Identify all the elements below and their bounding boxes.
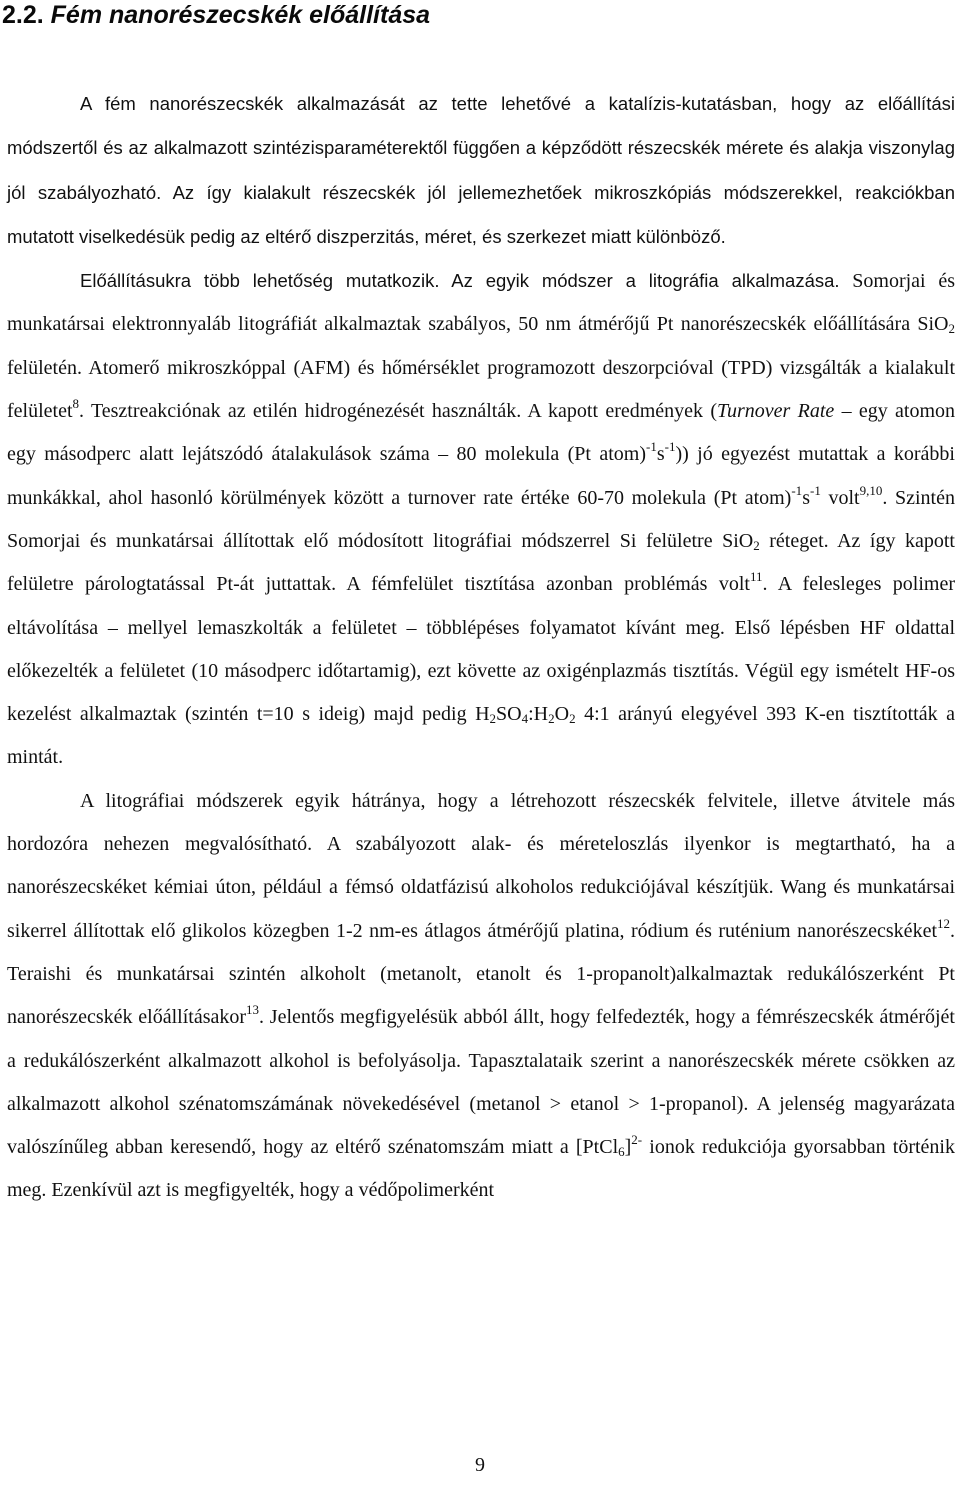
section-title: Fém nanorészecskék előállítása xyxy=(50,1,431,29)
paragraph-1: A fém nanorészecskék alkalmazását az tette lehetővé a katalízis-kutatásban, hogy az előállítási módszertől és az alkalmazott szintézisparaméterektől függően a képződött részecskék mérete és alakja viszonylag jól szabályozható. Az így kialakult részecskék jól jellemezhetőek mikroszkópiás módszerekkel, reakciókban mutatott viselkedésük pedig az eltérő diszperzitás, méret, és szerkezet miatt különböző. xyxy=(7,93,955,247)
paragraph-2: Előállításukra több lehetőség mutatkozik. Az egyik módszer a litográfia alkalmazása. Somorjai és munkatársai elektronnyaláb litográfiát alkalmaztak szabályos, 50 nm átmérőjű Pt nanorészecskék előállítására SiO$_2$ felületén. Atomerő mikroszkóppal (AFM) és hőmérséklet programozott deszorpcióval (TPD) vizsgálták a kialakult felületet$^8$. Tesztreakciónak az etilén hidrogénezését használták. A kapott eredmények (Turnover Rate – egy atomon egy másodperc alatt lejátszódó átalakulások száma – 80 molekula (Pt $atom)^{-1}s^{-1}$)) jó egyezést mutattak a korábbi munkákkal, ahol hasonló körülmények között a turnover rate értéke 60-70 molekula (Pt $atom)^{-1}s^{-1}$ volt$^{9,10}$. Szintén Somorjai és munkatársai állítottak elő módosított litográfiai módszerrel Si felületre SiO$_2$ réteget. Az így kapott felületre párologtatással Pt-át juttattak. A fémfelület tisztítása azonban problémás volt$^{11}$. A felesleges polimer eltávolítása – mellyel lemaszkolták a felületet – többlépéses folyamatot kívánt meg. Első lépésben HF oldattal előkezelték a felületet (10 másodperc időtartamig), ezt követte az oxigénplazmás tisztítás. Végül egy ismételt HF-os kezelést alkalmaztak (szintén t=10 s ideig) majd pedig $H_2SO_4:H_2O_2$ 4:1 arányú elegyével 393 K-en tisztították a mintát. xyxy=(7,270,956,769)
paragraph-3: A litográfiai módszerek egyik hátránya, hogy a létrehozott részecskék felvitele, illetve átvitele más hordozóra nehezen megvalósítható. A szabályozott alak- és méreteloszlás ilyenkor is megtartható, ha a nanorészecskéket kémiai úton, például a fémsó oldatfázisú alkoholos redukciójával készítjük. Wang és munkatársai sikerrel állítottak elő glikolos közegben 1-2 nm-es átlagos átmérőjű platina, ródium és ruténium nanorészecskéket$^{12}$. Teraishi és munkatársai szintén alkoholt (metanolt, etanolt és 1-propanolt)alkalmaztak redukálószerként Pt nanorészecskék előállításakor$^{13}$. Jelentős megfigyelésük abból állt, hogy felfedezték, hogy a fémrészecskék átmérőjét a redukálószerként alkalmazott alkohol is befolyásolja. Tapasztalataik szerint a nanorészecskék mérete csökken az alkalmazott alkohol szénatomszámának növekedésével (metanol > etanol > 1-propanol). A jelenség magyarázata valószínűleg abban keresendő, hogy az eltérő szénatomszám miatt a [PtCl$_6$]$^{2-}$ ionok redukciója gyorsabban történik meg. Ezenkívül azt is megfigyelték, hogy a védőpolimerként xyxy=(7,789,955,1202)
section-number: 2.2. xyxy=(2,1,44,29)
page-number: 9 xyxy=(475,1454,485,1476)
body-text xyxy=(7,82,955,1213)
section-heading xyxy=(2,0,430,30)
